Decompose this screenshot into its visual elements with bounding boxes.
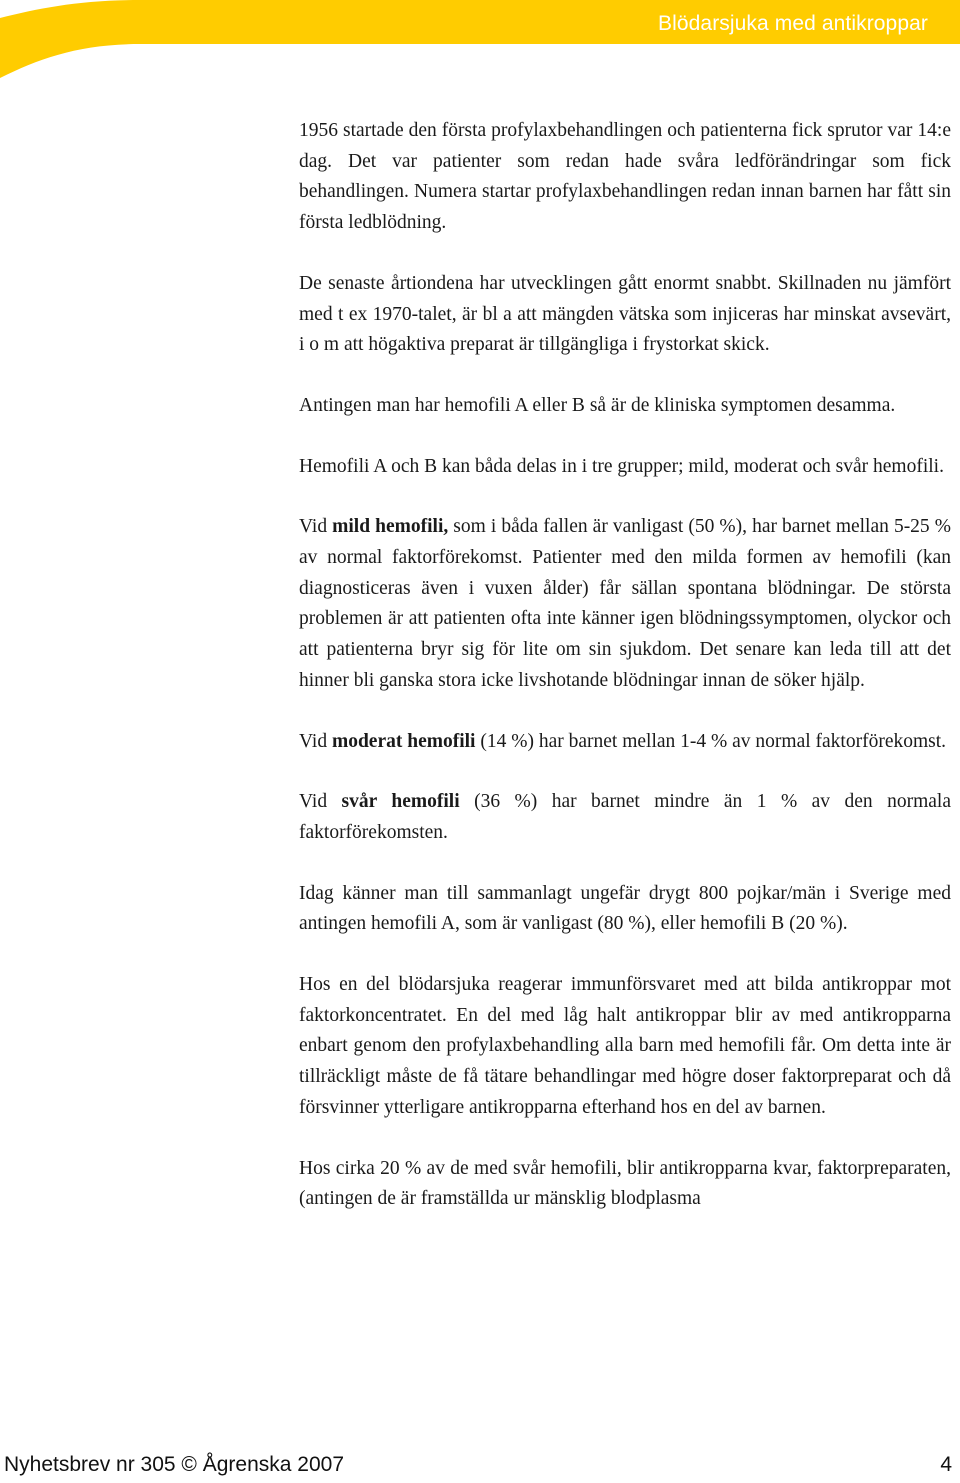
p5-before: Vid (299, 516, 333, 538)
paragraph-1: 1956 startade den första profylaxbehandlingen och patienterna fick sprutor var 14:e dag. Det var patienter som redan hade svåra ledförändringar som fick behandlingen. Numera startar profylaxbehandlingen redan innan barnen har fått sin första ledblödning. (299, 120, 951, 234)
page-number: 4 (940, 1453, 952, 1476)
paragraph-8: Idag känner man till sammanlagt ungefär drygt 800 pojkar/män i Sverige med antingen hemofili A, som är vanligast (80 %), eller hemofili B (20 %). (299, 882, 951, 935)
paragraph-moderat (299, 727, 951, 758)
header-band (0, 0, 960, 78)
paragraph-9: Hos en del blödarsjuka reagerar immunförsvaret med att bilda antikroppar mot faktorkoncentratet. En del med låg halt antikroppar blir av med antikropparna enbart genom den profylaxbehandling alla barn med hemofili får. Om detta inte är tillräckligt måste de få tätare behandlingar med högre doser faktorpreparat och då försvinner ytterligare antikropparna efterhand hos en del av barnen. (299, 974, 951, 1118)
article-body (299, 116, 951, 1245)
p7-before: Vid (299, 791, 342, 813)
term-mild-hemofili: mild hemofili, (332, 516, 449, 538)
p6-before: Vid (299, 730, 332, 752)
paragraph-10: Hos cirka 20 % av de med svår hemofili, blir antikropparna kvar, faktorpreparaten, (antingen de är framställda ur mänsklig blodplasma (299, 1157, 951, 1210)
footer-publication: Nyhetsbrev nr 305 © Ågrenska 2007 (4, 1453, 344, 1476)
header-title: Blödarsjuka med antikroppar (657, 12, 928, 35)
paragraph-4: Hemofili A och B kan båda delas in i tre grupper; mild, moderat och svår hemofili. (299, 455, 944, 477)
paragraph-3: Antingen man har hemofili A eller B så är de kliniska symptomen desamma. (299, 394, 896, 416)
term-moderat-hemofili: moderat hemofili (331, 730, 476, 752)
p6-after: (14 %) har barnet mellan 1-4 % av normal faktorförekomst. (475, 730, 947, 752)
p5-after: som i båda fallen är vanligast (50 %), har barnet mellan 5-25 % av normal faktorförekomst. Patienter med den milda formen av hemofili (kan diagnosticeras även i vuxen ålder) får sällan spontana blödningar. De största problemen är att patienten ofta inte känner igen blödningssymptomen, olyckor och att patienterna bryr sig för lite om sin sjukdom. Det senare kan leda till att det hinner bli ganska stora icke livshotande blödningar innan de söker hjälp. (299, 516, 951, 691)
paragraph-mild (299, 512, 951, 696)
p7-after: (36 %) har barnet mindre än 1 % av den normala faktorförekomsten. (299, 791, 951, 843)
paragraph-2: De senaste årtiondena har utvecklingen gått enormt snabbt. Skillnaden nu jämfört med t ex 1970-talet, är bl a att mängden vätska som injiceras har minskat avsevärt, i o m att högaktiva preparat är tillgängliga i frystorkat skick. (299, 272, 951, 356)
term-svar-hemofili: svår hemofili (341, 791, 460, 813)
paragraph-svar (299, 787, 951, 848)
